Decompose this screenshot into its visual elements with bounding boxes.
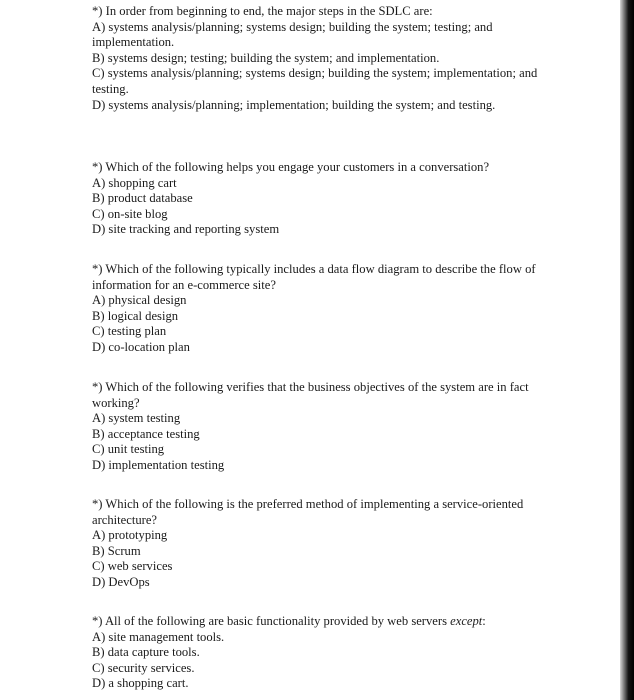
page-edge-shadow	[620, 0, 634, 700]
answer-option-c: C) systems analysis/planning; systems design; building the system; implementation; and testing.	[92, 66, 538, 96]
question-prompt: *) Which of the following helps you engage your customers in a conversation?	[92, 160, 490, 174]
question-prompt: *) In order from beginning to end, the major steps in the SDLC are:	[92, 4, 433, 18]
answer-option-c: C) testing plan	[92, 324, 167, 339]
answer-option-a: A) shopping cart	[92, 175, 177, 190]
question-3	[92, 262, 572, 356]
answer-option-a: A) prototyping	[92, 528, 168, 543]
answer-option-a: A) system testing	[92, 411, 181, 426]
answer-option-d: D) DevOps	[92, 574, 150, 589]
question-prompt-end: :	[482, 614, 486, 628]
answer-option-c: C) security services.	[92, 660, 195, 675]
answer-option-a: A) physical design	[92, 293, 187, 308]
answer-option-d: D) co-location plan	[92, 339, 190, 354]
answer-option-b: B) acceptance testing	[92, 426, 200, 441]
answer-option-d: D) site tracking and reporting system	[92, 222, 280, 237]
answer-option-b: B) data capture tools.	[92, 645, 200, 660]
answer-option-d: D) implementation testing	[92, 457, 225, 472]
question-5	[92, 497, 572, 591]
question-prompt: *) Which of the following is the preferred method of implementing a service-oriented architecture?	[92, 497, 524, 527]
answer-option-b: B) product database	[92, 191, 193, 206]
answer-option-b: B) Scrum	[92, 543, 141, 558]
question-prompt	[92, 614, 572, 630]
answer-option-c: C) unit testing	[92, 442, 165, 457]
question-4	[92, 380, 572, 474]
question-1	[92, 4, 572, 113]
question-prompt: *) Which of the following verifies that the business objectives of the system are in fact working?	[92, 380, 529, 410]
answer-option-d: D) systems analysis/planning; implementation; building the system; and testing.	[92, 97, 496, 112]
answer-option-c: C) web services	[92, 559, 173, 574]
answer-option-b: B) logical design	[92, 308, 179, 323]
answer-option-d: D) a shopping cart.	[92, 676, 189, 691]
answer-option-c: C) on-site blog	[92, 206, 168, 221]
question-6	[92, 614, 572, 692]
answer-option-b: B) systems design; testing; building the system; and implementation.	[92, 50, 440, 65]
answer-option-a: A) systems analysis/planning; systems design; building the system; testing; and implementation.	[92, 19, 493, 50]
question-2	[92, 160, 572, 238]
question-prompt-emphasis: except	[450, 614, 483, 628]
answer-option-a: A) site management tools.	[92, 629, 225, 644]
question-prompt: *) Which of the following typically includes a data flow diagram to describe the flow of information for an e-commerce site?	[92, 262, 536, 292]
question-prompt-text: *) All of the following are basic functionality provided by web servers	[92, 614, 451, 628]
